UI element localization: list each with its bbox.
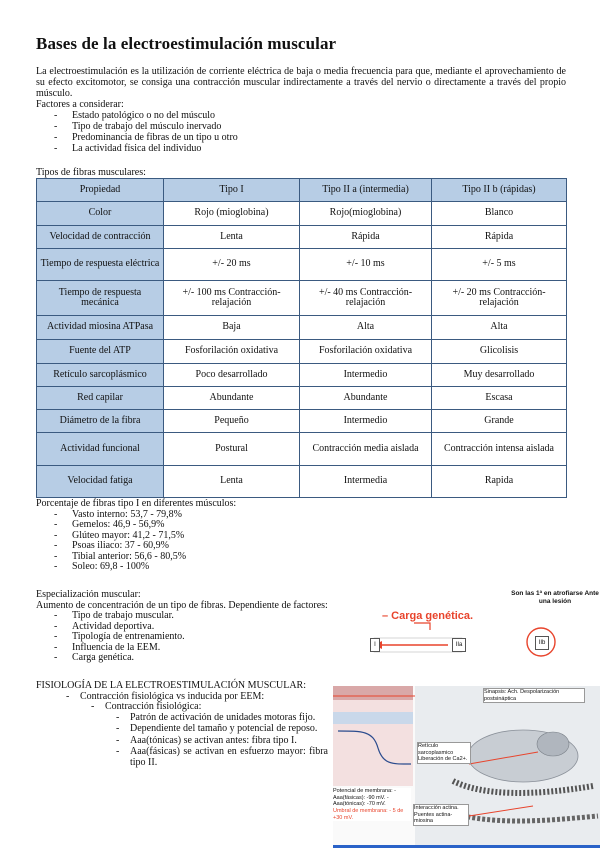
specialization-section xyxy=(36,590,328,664)
table-cell: +/- 5 ms xyxy=(432,249,567,281)
actin-interaction-label: Interacción actina. Puentes actina-miosina xyxy=(413,804,469,826)
column-header: Tipo I xyxy=(164,179,300,202)
physiology-figure xyxy=(333,686,600,848)
fiber-box-type2a: IIa xyxy=(452,638,466,652)
membrane-potential-label: Potencial de membrana: - Aaa(fásicas): -90 mV. - Aaa(tónicas): -70 mV. xyxy=(333,788,411,808)
list-item: - Gemelos: 46,9 - 56,9% xyxy=(54,520,236,531)
physiology-level1: - Contracción fisiológica vs inducida por EEM: xyxy=(66,692,336,703)
table-cell: Grande xyxy=(432,410,567,433)
table-cell: Alta xyxy=(300,316,432,340)
fiber-table-caption: Tipos de fibras musculares: xyxy=(36,167,146,178)
table-cell: Escasa xyxy=(432,387,567,410)
property-cell: Red capilar xyxy=(37,387,164,410)
physiology-level2: - Contracción fisiológica: xyxy=(91,702,336,713)
table-cell: Lenta xyxy=(164,226,300,249)
percentage-list xyxy=(36,510,236,573)
list-item: - Glúteo mayor: 41,2 - 71,5% xyxy=(54,531,236,542)
list-item: - Psoas iliaco: 37 - 60,9% xyxy=(54,541,236,552)
specialization-subheading: Aumento de concentración de un tipo de fibras. Dependiente de factores: xyxy=(36,599,328,611)
property-cell: Tiempo de respuesta eléctrica xyxy=(37,249,164,281)
table-cell: Blanco xyxy=(432,202,567,226)
table-cell: Fosforilación oxidativa xyxy=(164,340,300,364)
property-cell: Velocidad fatiga xyxy=(37,466,164,498)
table-row xyxy=(37,249,567,281)
list-item: - Estado patológico o no del músculo xyxy=(54,110,566,121)
table-row xyxy=(37,316,567,340)
table-cell: +/- 10 ms xyxy=(300,249,432,281)
property-cell: Fuente del ATP xyxy=(37,340,164,364)
genetic-load-title: – Carga genética. xyxy=(382,610,474,622)
list-item: - Actividad deportiva. xyxy=(54,622,328,633)
table-cell: +/- 20 ms xyxy=(164,249,300,281)
table-cell: Rojo (mioglobina) xyxy=(164,202,300,226)
column-header: Tipo II a (intermedia) xyxy=(300,179,432,202)
list-item: - Tipo de trabajo muscular. xyxy=(54,611,328,622)
table-cell: Fosforilación oxidativa xyxy=(300,340,432,364)
membrane-panel xyxy=(333,686,413,786)
list-item: - Influencia de la EEM. xyxy=(54,643,328,654)
list-item: - Carga genética. xyxy=(54,653,328,664)
table-cell: Glicolisis xyxy=(432,340,567,364)
membrane-threshold-label: Umbral de membrana: - 5 de +30 mV. xyxy=(333,808,411,821)
table-cell: Rojo(mioglobina) xyxy=(300,202,432,226)
table-cell: Abundante xyxy=(300,387,432,410)
percentage-heading: Porcentaje de fibras tipo I en diferentes músculos: xyxy=(36,498,237,509)
fiber-percentage-section xyxy=(36,499,236,573)
table-cell: Muy desarrollado xyxy=(432,364,567,387)
table-cell: Intermedio xyxy=(300,410,432,433)
property-cell: Diámetro de la fibra xyxy=(37,410,164,433)
table-header-row xyxy=(37,179,567,202)
list-item: - Aaa(tónicas) se activan antes: fibra tipo I. xyxy=(116,736,328,747)
list-item: - Soleo: 69,8 - 100% xyxy=(54,562,236,573)
table-cell: Contracción intensa aislada xyxy=(432,433,567,466)
membrane-band xyxy=(333,686,413,700)
genetic-load-diagram xyxy=(360,590,600,670)
physiology-section xyxy=(36,681,336,769)
table-row xyxy=(37,202,567,226)
table-cell: +/- 20 ms Contracción-relajación xyxy=(432,281,567,316)
specialization-list xyxy=(36,611,328,664)
table-cell: Baja xyxy=(164,316,300,340)
property-cell: Tiempo de respuesta mecánica xyxy=(37,281,164,316)
table-row xyxy=(37,387,567,410)
intro-paragraph: La electroestimulación es la utilización de corriente eléctrica de baja o media frecuencia para que, mediante el aprovechamiento de su efecto excitomotor, se consiga una contracción muscular indirectamente a través del nervio o directamente a través del propio músculo. xyxy=(36,66,566,99)
property-cell: Color xyxy=(37,202,164,226)
table-row xyxy=(37,340,567,364)
table-row xyxy=(37,410,567,433)
column-header: Propiedad xyxy=(37,179,164,202)
list-item: - Tipología de entrenamiento. xyxy=(54,632,328,643)
table-row xyxy=(37,433,567,466)
table-cell: Intermedio xyxy=(300,364,432,387)
intro-section xyxy=(36,66,566,154)
table-cell: Rapida xyxy=(432,466,567,498)
title-connector xyxy=(414,623,430,630)
synapse-knob xyxy=(537,732,569,756)
physiology-heading: FISIOLOGÍA DE LA ELECTROESTIMULACIÓN MUSCULAR: xyxy=(36,680,306,691)
atrophy-note: Son las 1ª en atrofiarse Ante una lesión xyxy=(511,590,599,605)
table-cell: Rápida xyxy=(432,226,567,249)
list-item: - Vasto interno: 53,7 - 79,8% xyxy=(54,510,236,521)
specialization-heading: Especialización muscular: xyxy=(36,589,141,600)
table-cell: Abundante xyxy=(164,387,300,410)
list-item: - Tipo de trabajo del músculo inervado xyxy=(54,121,566,132)
table-row xyxy=(37,281,567,316)
list-item: - Patrón de activación de unidades motoras fijo. xyxy=(116,713,328,724)
list-item: - La actividad física del individuo xyxy=(54,143,566,154)
table-cell: Rápida xyxy=(300,226,432,249)
property-cell: Actividad funcional xyxy=(37,433,164,466)
table-cell: Alta xyxy=(432,316,567,340)
list-item: - Predominancia de fibras de un tipo u otro xyxy=(54,132,566,143)
list-item: - Aaa(fásicas) se activan en esfuerzo mayor: fibra tipo II. xyxy=(116,747,328,768)
table-cell: Postural xyxy=(164,433,300,466)
table-cell: Contracción media aislada xyxy=(300,433,432,466)
list-item: - Tibial anterior: 56,6 - 80,5% xyxy=(54,552,236,563)
column-header: Tipo II b (rápidas) xyxy=(432,179,567,202)
table-cell: Poco desarrollado xyxy=(164,364,300,387)
property-cell: Retículo sarcoplásmico xyxy=(37,364,164,387)
reticulum-label: Retículo sarcoplasmico Liberación de Ca2+. xyxy=(417,742,471,764)
factors-heading: Factores a considerar: xyxy=(36,99,124,110)
membrane-band xyxy=(333,712,413,724)
fiber-box-type1: I xyxy=(370,638,380,652)
table-row xyxy=(37,364,567,387)
table-cell: +/- 40 ms Contracción-relajación xyxy=(300,281,432,316)
synapse-label: Sinapsis: Ach. Despolarización postsináptica xyxy=(483,688,585,703)
table-cell: Pequeño xyxy=(164,410,300,433)
page-title: Bases de la electroestimulación muscular xyxy=(36,34,337,53)
table-row xyxy=(37,226,567,249)
property-cell: Actividad miosina ATPasa xyxy=(37,316,164,340)
table-cell: Intermedia xyxy=(300,466,432,498)
fiber-types-table xyxy=(36,178,567,498)
genetic-arrow-graphic xyxy=(360,590,600,670)
fiber-box-type2b: IIb xyxy=(535,636,549,650)
factors-list xyxy=(36,110,566,154)
property-cell: Velocidad de contracción xyxy=(37,226,164,249)
table-cell: +/- 100 ms Contracción-relajación xyxy=(164,281,300,316)
table-cell: Lenta xyxy=(164,466,300,498)
table-row xyxy=(37,466,567,498)
list-item: - Dependiente del tamaño y potencial de reposo. xyxy=(116,724,328,735)
